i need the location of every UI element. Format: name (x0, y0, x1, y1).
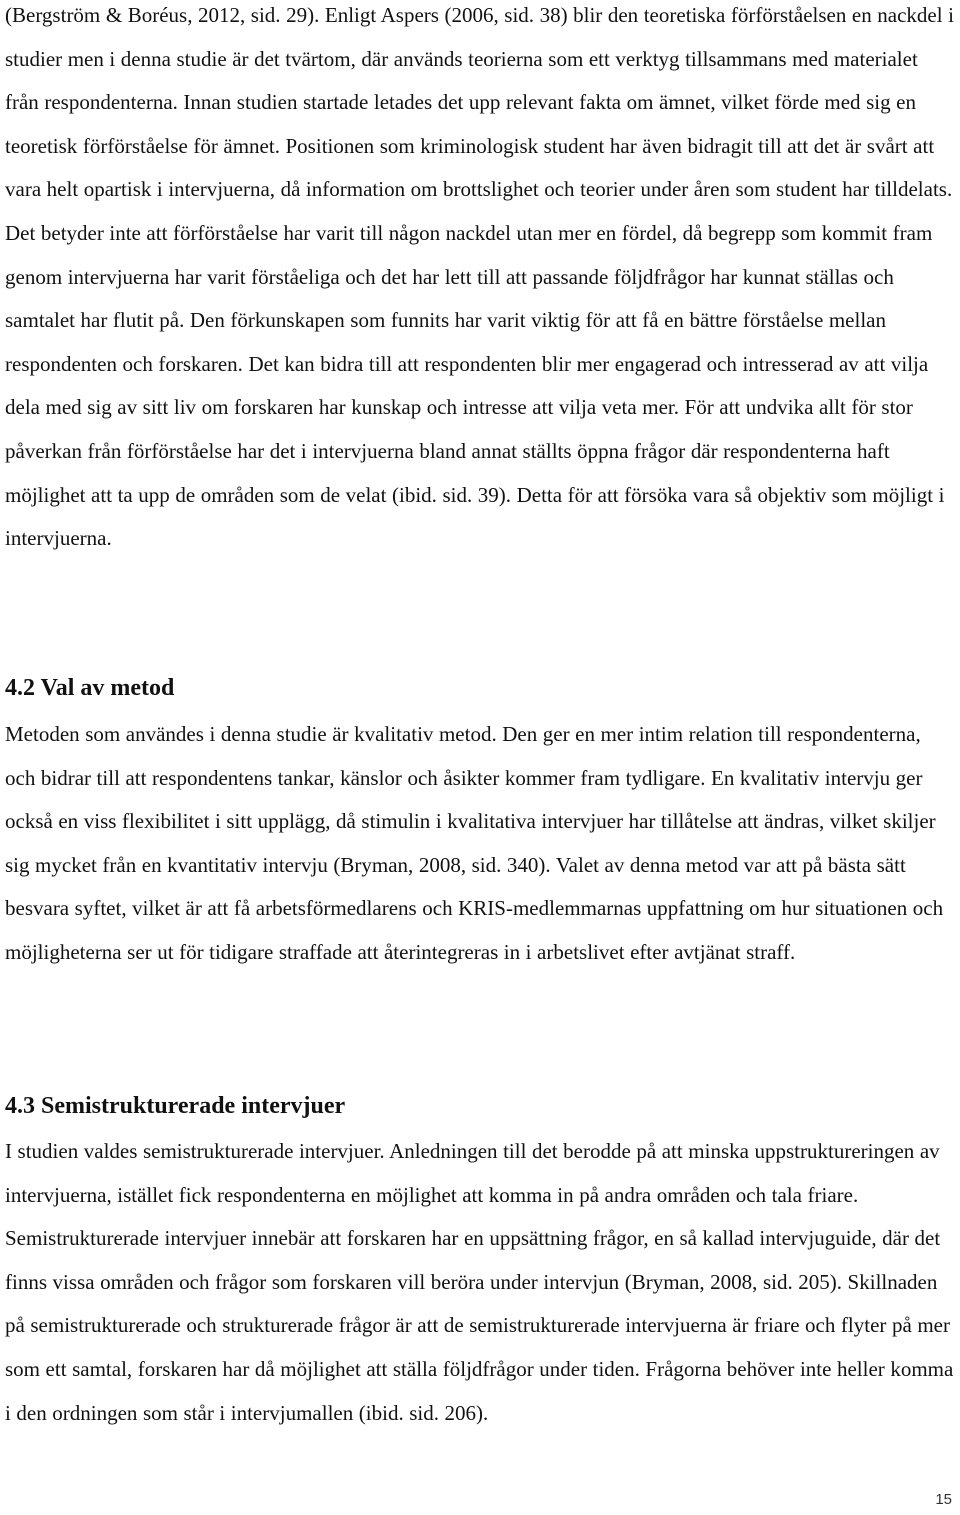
paragraph-preunderstanding: (Bergström & Boréus, 2012, sid. 29). Enligt Aspers (2006, sid. 38) blir den teoretiska förförståelsen en nackdel i studier men i denna studie är det tvärtom, där används teorierna som ett verktyg tillsammans med materialet från respondenterna. Innan studien startade letades det upp relevant fakta om ämnet, vilket förde med sig en teoretisk förförståelse för ämnet. Positionen som kriminologisk student har även bidragit till att det är svårt att vara helt opartisk i intervjuerna, då information om brottslighet och teorier under åren som student har tilldelats. Det betyder inte att förförståelse har varit till någon nackdel utan mer en fördel, då begrepp som kommit fram genom intervjuerna har varit förståeliga och det har lett till att passande följdfrågor har kunnat ställas och samtalet har flutit på. Den förkunskapen som funnits har varit viktig för att få en bättre förståelse mellan respondenten och forskaren. Det kan bidra till att respondenten blir mer engagerad och intresserad av att vilja dela med sig av sitt liv om forskaren har kunskap och intresse att vilja veta mer. För att undvika allt för stor påverkan från förförståelse har det i intervjuerna bland annat ställts öppna frågor där respondenterna haft möjlighet att ta upp de områden som de velat (ibid. sid. 39). Detta för att försöka vara så objektiv som möjligt i intervjuerna. (5, 3, 954, 551)
paragraph-method-choice: Metoden som användes i denna studie är kvalitativ metod. Den ger en mer intim relation till respondenterna, och bidrar till att respondentens tankar, känslor och åsikter kommer fram tydligare. En kvalitativ intervju ger också en viss flexibilitet i sitt upplägg, då stimulin i kvalitativa intervjuer har tillåtelse att ändras, vilket skiljer sig mycket från en kvantitativ intervju (Bryman, 2008, sid. 340). Valet av denna metod var att på bästa sätt besvara syftet, vilket är att få arbetsförmedlarens och KRIS-medlemmarnas uppfattning om hur situationen och möjligheterna ser ut för tidigare straffade att återintegreras in i arbetslivet efter avtjänat straff. (5, 722, 944, 964)
section-heading-4-3: 4.3 Semistrukturerade intervjuer (5, 1093, 346, 1119)
page-number: 15 (935, 1491, 952, 1508)
paragraph-semistructured-interviews: I studien valdes semistrukturerade intervjuer. Anledningen till det berodde på att minska uppstruktureringen av intervjuerna, istället fick respondenterna en möjlighet att komma in på andra områden och tala friare. Semistrukturerade intervjuer innebär att forskaren har en uppsättning frågor, en så kallad intervjuguide, där det finns vissa områden och frågor som forskaren vill beröra under intervjun (Bryman, 2008, sid. 205). Skillnaden på semistrukturerade och strukturerade frågor är att de semistrukturerade intervjuerna är friare och flyter på mer som ett samtal, forskaren har då möjlighet att ställa följdfrågor under tiden. Frågorna behöver inte heller komma i den ordningen som står i intervjumallen (ibid. sid. 206). (5, 1139, 954, 1425)
section-heading-4-2: 4.2 Val av metod (5, 675, 175, 701)
